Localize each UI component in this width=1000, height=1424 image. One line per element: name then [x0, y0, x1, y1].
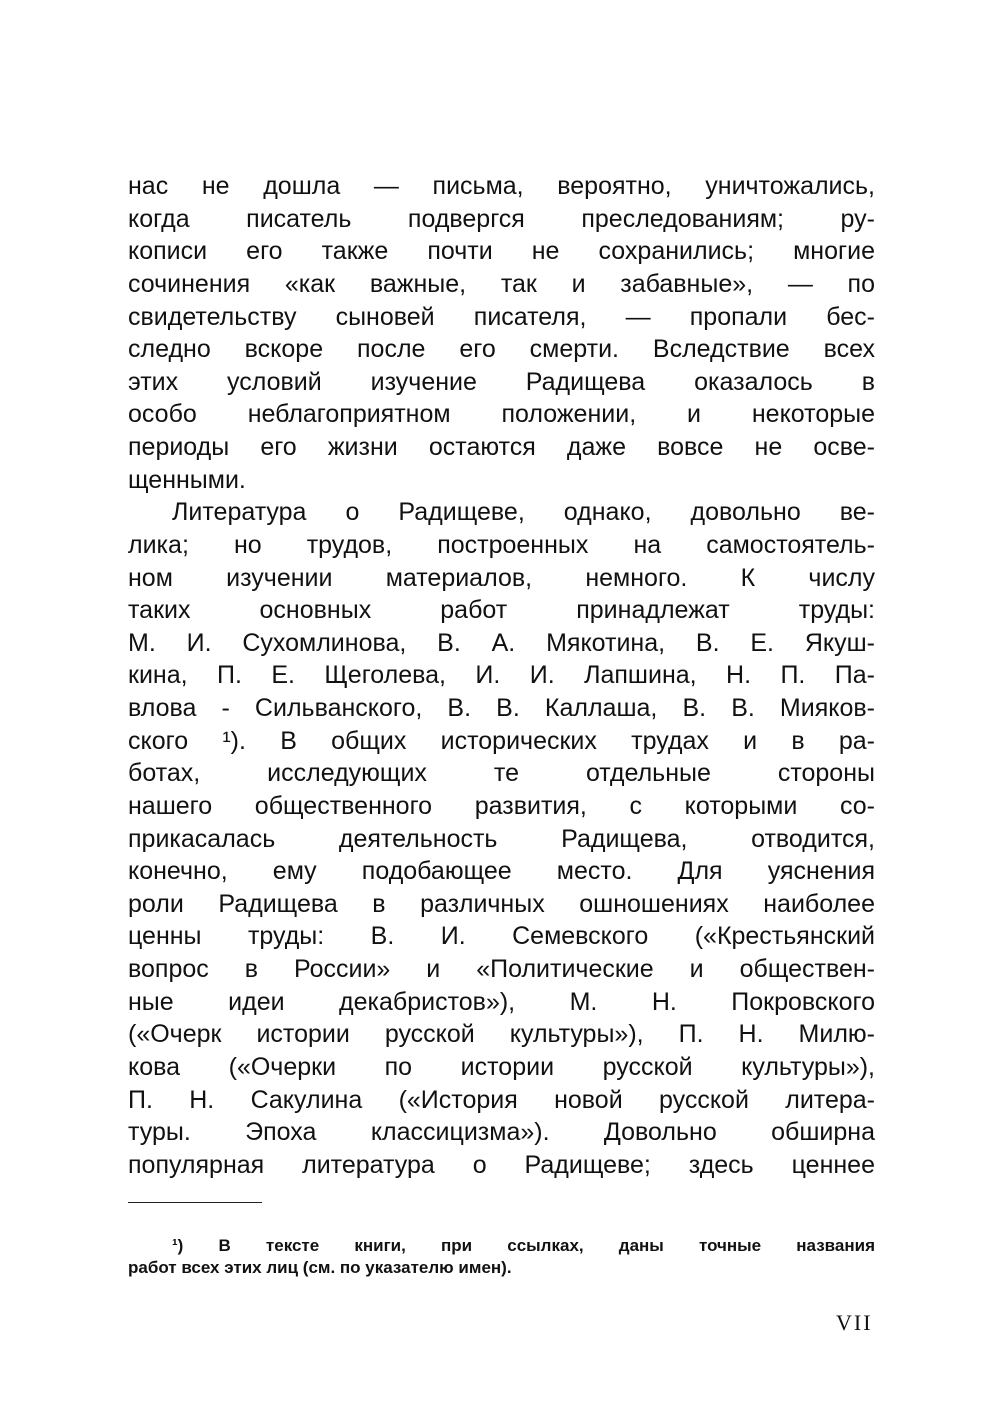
- text-line: вопрос в России» и «Политические и обществен-: [128, 955, 875, 983]
- text-line: роли Радищева в различных ошношениях наиболее: [128, 889, 875, 918]
- footnote: [128, 1235, 875, 1279]
- text-line: П. Н. Сакулина («История новой русской литера-: [128, 1085, 875, 1114]
- footnote-divider: [128, 1202, 262, 1203]
- text-line: этих условий изучение Радищева оказалось в: [128, 367, 875, 396]
- text-line: свидетельству сыновей писателя, — пропали бес-: [128, 302, 875, 331]
- footnote-line: ¹) В тексте книги, при ссылках, даны точные названия: [172, 1236, 875, 1255]
- text-line: ского ¹). В общих исторических трудах и в ра-: [128, 726, 875, 755]
- text-line: прикасалась деятельность Радищева, отводится,: [128, 824, 875, 853]
- text-line: когда писатель подвергся преследованиям; ру-: [128, 204, 875, 233]
- text-line: Литература о Радищеве, однако, довольно ве-: [172, 498, 875, 527]
- text-line: следно вскоре после его смерти. Вследствие всех: [128, 335, 875, 364]
- text-line: популярная литература о Радищеве; здесь ценнее: [128, 1150, 875, 1179]
- text-line: кина, П. Е. Щеголева, И. И. Лапшина, Н. П. Па-: [128, 661, 875, 690]
- text-line: щенными.: [128, 465, 246, 494]
- text-line: нашего общественного развития, с которыми со-: [128, 791, 875, 820]
- body-text: [128, 170, 875, 1181]
- text-line: кописи его также почти не сохранились; многие: [128, 237, 875, 266]
- text-line: ценны труды: В. И. Семевского («Крестьянский: [128, 922, 875, 951]
- text-line: таких основных работ принадлежат труды:: [128, 596, 875, 625]
- text-line: М. И. Сухомлинова, В. А. Мякотина, В. Е. Якуш-: [128, 628, 875, 657]
- footnote-line: работ всех этих лиц (см. по указателю имен).: [128, 1258, 512, 1277]
- text-line: туры. Эпоха классицизма»). Довольно обширна: [128, 1118, 875, 1147]
- page-number: VII: [836, 1310, 873, 1335]
- text-line: периоды его жизни остаются даже вовсе не осве-: [128, 433, 875, 461]
- text-line: («Очерк истории русской культуры»), П. Н. Милю-: [128, 1020, 875, 1049]
- text-line: особо неблагоприятном положении, и некоторые: [128, 400, 875, 429]
- text-line: конечно, ему подобающее место. Для уяснения: [128, 857, 875, 886]
- text-line: влова - Сильванского, В. В. Каллаша, В. В. Мияков-: [128, 694, 875, 722]
- text-line: кова («Очерки по истории русской культуры»),: [128, 1052, 875, 1081]
- text-line: нас не дошла — письма, вероятно, уничтожались,: [128, 172, 875, 200]
- text-line: лика; но трудов, построенных на самостоятель-: [128, 530, 875, 559]
- text-line: ном изучении материалов, немного. К числу: [128, 563, 875, 592]
- text-line: ботах, исследующих те отдельные стороны: [128, 759, 875, 788]
- text-line: ные идеи декабристов»), М. Н. Покровского: [128, 987, 875, 1016]
- text-line: сочинения «как важные, так и забавные», — по: [128, 269, 875, 298]
